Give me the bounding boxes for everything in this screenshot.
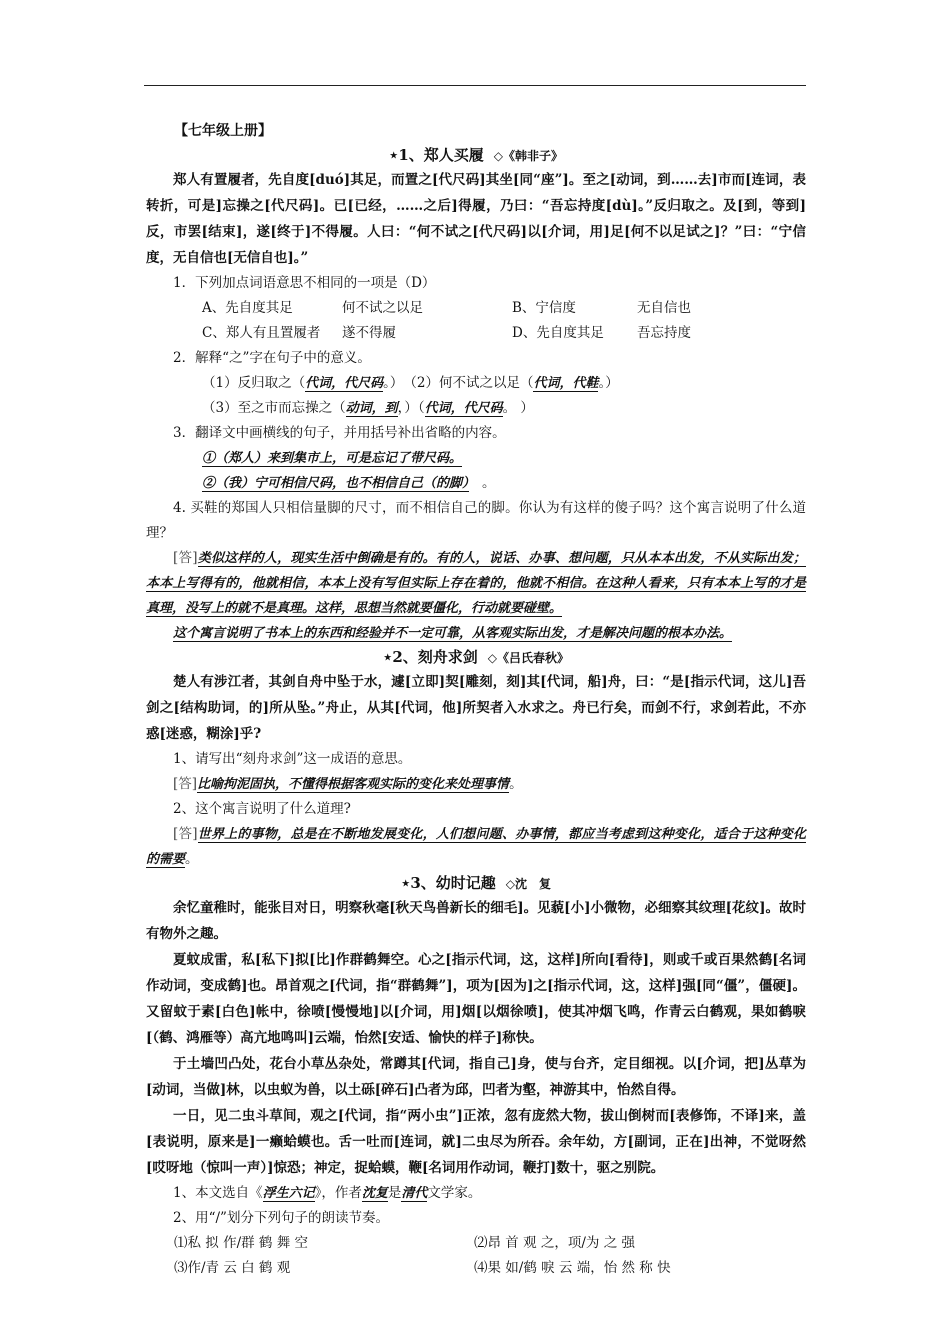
question-1-2-line-2: [202, 396, 806, 421]
classical-text-3-p4: 一日，见二虫斗草间，观之[代词，指“两小虫”]正浓，忽有庞然大物，拔山倒树而[表修饰，不译]来，盖[表说明，原来是]一癞蛤蟆也。舌一吐而[连词，就]二虫尽为所吞。余年幼，方[副词，正在]出神，不觉呀然[哎呀地（惊叫一声）]惊恐；神定，捉蛤蟆，鞭[名词用作动词，鞭打]数十，驱之别院。: [146, 1108, 806, 1176]
option-d-pair: 吾忘持度: [637, 325, 691, 341]
classical-text-3-p1: 余忆童稚时，能张目对日，明察秋毫[秋天鸟兽新长的细毛]。见藐[小]小微物，必细察其纹理[花纹]。故时有物外之趣。: [146, 900, 806, 942]
classical-text-3-p3: 于土墙凹凸处，花台小草丛杂处，常蹲其[代词，指自己]身，使与台齐，定目细视。以[介词，把]丛草为[动词，当做]林，以虫蚁为兽，以土砾[碎石]凸者为邱，凹者为壑，神游其中，怡然自得。: [146, 1056, 806, 1098]
option-a-pair: 何不试之以足: [342, 300, 423, 316]
answer-text: 世界上的事物，总是在不断地发展变化，人们想问题、办事情，都应当考虑到这种变化，适合于这种变化的需要: [146, 827, 806, 867]
section-source: ◇《韩非子》: [493, 149, 564, 163]
option-b-pair: 无自信也: [637, 300, 691, 316]
option-d: D、先自度其足: [512, 325, 604, 341]
prompt-text: 。: [509, 776, 523, 792]
question-2-2-answer: [146, 822, 806, 872]
question-1-2: 2．解释“之”字在句子中的意义。: [173, 350, 371, 366]
section-title-text: ⋆1、郑人买履: [388, 146, 484, 164]
prompt-text: 。） （2）何不试之以足（: [383, 375, 534, 391]
question-1-1: 1．下列加点词语意思不相同的一项是（D）: [173, 275, 436, 291]
header-rule: [144, 85, 806, 86]
question-1-3-answer-1: [202, 446, 806, 471]
prompt-text: 1、本文选自《: [173, 1185, 263, 1201]
answer-text: 动词，到: [345, 401, 398, 416]
answer-text: 浮生六记: [262, 1186, 315, 1201]
section-source: ◇《吕氏春秋》: [487, 651, 570, 665]
classical-text-1: 郑人有置履者，先自度[duó]其足，而置之[代尺码]其坐[同“座”]。至之[动词，到……去]市而[连词，表转折，可是]忘操之[代尺码]。已[已经，……之后]得履，乃曰：“吾忘持度[dù]。”反归取之。及[到，等到]反，市罢[结束]，遂[终于]不得履。人曰：“何不试之[代尺码]以[介词，用]足[何不以足试之]？”曰：“宁信度，无自信也[无信自也]。”: [146, 172, 806, 266]
answer-text: 比喻拘泥固执，不懂得根据客观实际的变化来处理事情: [197, 777, 510, 792]
answer-tag: [答]: [173, 550, 198, 566]
prompt-text: 。: [468, 475, 496, 491]
grade-heading: 【七年级上册】: [174, 123, 272, 139]
question-3-1: [146, 1181, 806, 1206]
classical-text-2: 楚人有涉江者，其剑自舟中坠于水，遽[立即]契[雕刻，刻]其[代词，船]舟，曰：“是[指示代词，这儿]吾剑之[结构助词，的]所从坠。”舟止，从其[代词，他]所契者入水求之。舟已行矣，而剑不行，求剑若此，不亦惑[迷惑，糊涂]乎?: [146, 674, 806, 742]
section-title-2: [146, 646, 806, 669]
option-a: A、先自度其足: [202, 300, 293, 316]
question-1-4-answer: [146, 546, 806, 621]
answer-text: 清代: [401, 1186, 428, 1201]
prompt-text: （1）反归取之（: [202, 375, 306, 391]
answer-tag: [答]: [173, 776, 198, 792]
classical-text-3-p2: 夏蚊成雷，私[私下]拟[比]作群鹤舞空。心之[指示代词，这，这样]所向[看待]，则或千或百果然鹤[名词作动词，变成鹤]也。昂首观之[代词，指“群鹤舞”]，项为[因为]之[指示代词，这，这样]强[同“僵”，僵硬]。又留蚊于素[白色]帐中，徐喷[慢慢地]以[介词，用]烟[以烟徐喷]，使其冲烟飞鸣，作青云白鹤观，果如鹤唳[（鹤、鸿雁等）高亢地鸣叫]云端，怡然[安适、愉快的样子]称快。: [146, 952, 806, 1046]
option-b: B、宁信度: [512, 300, 576, 316]
question-1-2-line-1: [202, 371, 806, 396]
answer-text: 代词，代鞋: [533, 376, 599, 391]
answer-text: 沈复: [361, 1186, 388, 1201]
section-title-text: ⋆3、幼时记趣: [400, 874, 496, 892]
document-page: [146, 120, 806, 1281]
answer-text: 这个寓言说明了书本上的东西和经验并不一定可靠，从客观实际出发，才是解决问题的根本办法。: [173, 626, 733, 641]
question-3-2: 2、用“/”划分下列句子的朗读节奏。: [173, 1210, 389, 1226]
answer-text: 代词，代尺码: [305, 376, 384, 391]
question-1-4: 4. 买鞋的郑国人只相信量脚的尺寸，而不相信自己的脚。你认为有这样的傻子吗？这个寓言说明了什么道理？: [146, 500, 806, 541]
prompt-text: 。）: [598, 375, 619, 391]
answer-text: ②（我）宁可相信尺码，也不相信自己（的脚）: [202, 476, 469, 491]
rhythm-3: ⑶作/青 云 白 鹤 观: [174, 1260, 291, 1276]
question-1-3: 3．翻译文中画横线的句子，并用括号补出省略的内容。: [173, 425, 506, 441]
prompt-text: 》，作者: [314, 1185, 362, 1201]
prompt-text: （3）至之市而忘操之（: [202, 400, 346, 416]
section-source: ◇沈 复: [505, 877, 552, 891]
rhythm-2: ⑵昂 首 观 之，项/为 之 强: [474, 1235, 636, 1251]
section-title-3: [146, 872, 806, 895]
rhythm-1: ⑴私 拟 作/群 鹤 舞 空: [174, 1235, 309, 1251]
question-2-1-answer: [146, 772, 806, 797]
question-1-4-answer-2: [146, 621, 806, 646]
answer-tag: [答]: [173, 826, 198, 842]
prompt-text: 。 ）: [502, 400, 534, 416]
rhythm-4: ⑷果 如/鹤 唳 云 端，怡 然 称 快: [474, 1260, 671, 1276]
prompt-text: ，）（: [397, 400, 425, 416]
option-c: C、郑人有且置履者: [202, 325, 321, 341]
rhythm-answers: [174, 1231, 806, 1281]
prompt-text: 。: [185, 851, 199, 867]
section-title-1: [146, 144, 806, 167]
question-1-3-answer-2: [202, 471, 806, 496]
question-1-1-options: [202, 296, 806, 346]
prompt-text: 文学家。: [427, 1185, 482, 1201]
answer-text: ①（郑人）来到集市上，可是忘记了带尺码。: [202, 451, 463, 466]
answer-text: 类似这样的人，现实生活中倒确是有的。有的人，说话、办事、想问题，只从本本出发，不从实际出发；本本上写得有的，他就相信，本本上没有写但实际上存在着的，他就不相信。在这种人看来，只有本本上写的才是真理，没写上的就不是真理。这样，思想当然就要僵化，行动就要碰壁。: [146, 551, 806, 616]
answer-text: 代词，代尺码: [424, 401, 503, 416]
prompt-text: 是: [387, 1185, 402, 1201]
question-2-2: 2、这个寓言说明了什么道理?: [173, 801, 351, 817]
section-title-text: ⋆2、刻舟求剑: [382, 648, 478, 666]
question-2-1: 1、请写出“刻舟求剑”这一成语的意思。: [173, 751, 412, 767]
option-c-pair: 遂不得履: [342, 325, 396, 341]
